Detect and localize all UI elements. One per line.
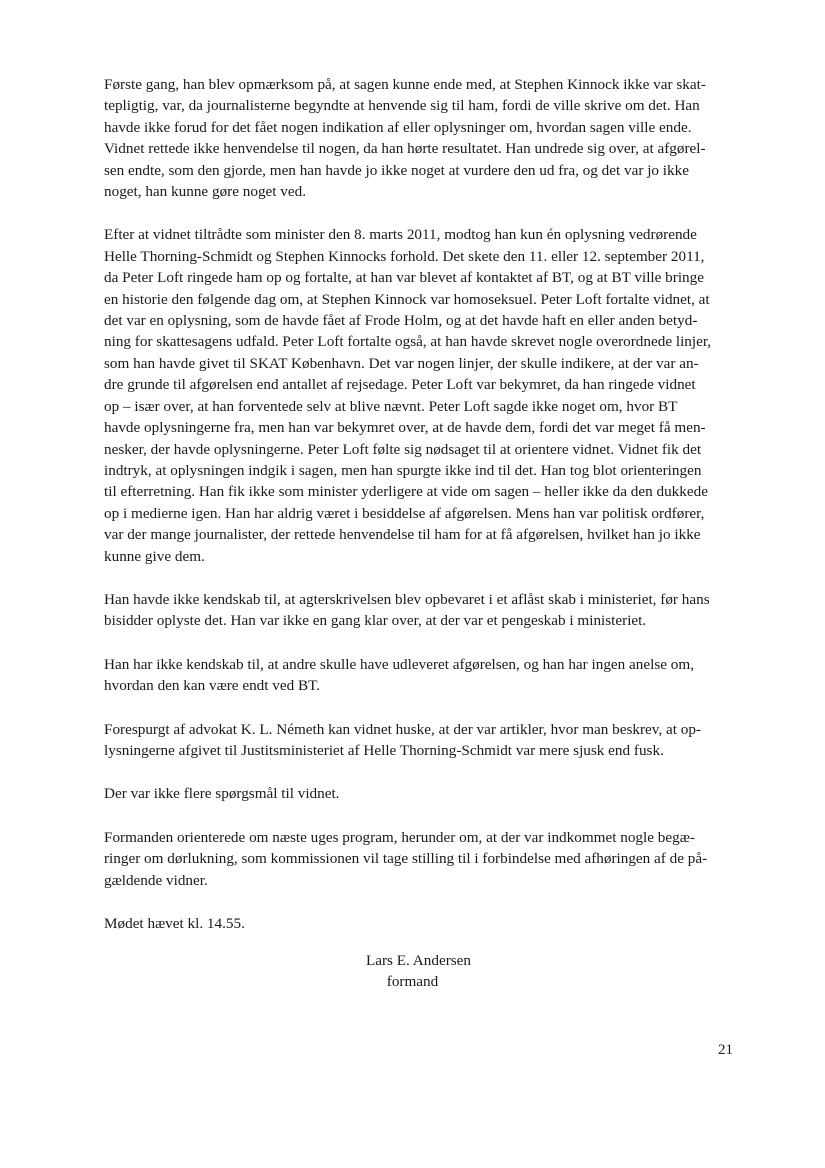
paragraph-1	[104, 74, 729, 202]
text-line: op – især over, at han forventede selv at blive nævnt. Peter Loft sagde ikke noget om, hvor BT	[104, 397, 678, 415]
text-line: havde oplysningerne fra, men han var bekymret over, at de havde dem, fordi det var meget få men-	[104, 419, 706, 437]
text-line: sen endte, som den gjorde, men han havde jo ikke noget at vurdere den ud fra, og det var jo ikke	[104, 161, 689, 179]
paragraph-4	[104, 654, 729, 697]
text-line: Formanden orienterede om næste uges program, herunder om, at der var indkommet nogle begæ-	[104, 828, 695, 846]
text-line: ning for skattesagens udfald. Peter Loft fortalte også, at han havde skrevet nogle overordnede linjer,	[104, 333, 712, 351]
text-line: noget, han kunne gøre noget ved.	[104, 183, 307, 201]
text-line: som han havde givet til SKAT København. Det var nogen linjer, der skulle indikere, at der var an-	[104, 354, 699, 372]
text-line: havde ikke forud for det fået nogen indikation af eller oplysninger om, hvordan sagen ville ende.	[104, 118, 692, 136]
text-line: var der mange journalister, der rettede henvendelse til ham for at få afgørelsen, hvilket han jo ikke	[104, 526, 701, 544]
page-number: 21	[718, 1042, 733, 1058]
text-line: Mødet hævet kl. 14.55.	[104, 915, 245, 932]
text-line: ringer om dørlukning, som kommissionen vil tage stilling til i forbindelse med afhøringen af de på-	[104, 850, 708, 868]
signatory-title: formand	[386, 973, 439, 991]
text-line: Der var ikke flere spørgsmål til vidnet.	[104, 785, 340, 803]
text-line: kunne give dem.	[104, 547, 205, 565]
text-line: gældende vidner.	[104, 871, 208, 889]
paragraph-2	[104, 224, 729, 567]
paragraph-3	[104, 589, 729, 632]
text-line: Han havde ikke kendskab til, at agterskrivelsen blev opbevaret i et aflåst skab i ministeriet, før hans	[104, 590, 710, 608]
paragraph-6	[104, 783, 729, 804]
text-line: indtryk, at oplysningen indgik i sagen, men han spurgte ikke ind til det. Han tog blot orienteringen	[104, 461, 702, 479]
text-line: bisidder oplyste det. Han var ikke en gang klar over, at der var et pengeskab i ministeriet.	[104, 612, 647, 630]
text-line: til efterretning. Han fik ikke som minister yderligere at vide om sagen – heller ikke da den dukkede	[104, 483, 708, 501]
signature-block	[0, 950, 825, 993]
text-line: Helle Thorning-Schmidt og Stephen Kinnocks forhold. Det skete den 11. eller 12. september 2011,	[104, 247, 705, 265]
text-line: op i medierne igen. Han har aldrig været i besiddelse af afgørelsen. Mens han var politisk ordfører,	[104, 504, 705, 522]
paragraph-5	[104, 719, 729, 762]
text-line: da Peter Loft ringede ham op og fortalte, at han var blevet af kontaktet af BT, og at BT ville bringe	[104, 269, 704, 287]
document-body	[104, 74, 729, 956]
signatory-name: Lars E. Andersen	[365, 952, 471, 969]
text-line: Han har ikke kendskab til, at andre skulle have udleveret afgørelsen, og han har ingen anelse om,	[104, 655, 694, 673]
text-line: hvordan den kan være endt ved BT.	[104, 677, 321, 695]
text-line: lysningerne afgivet til Justitsministeriet af Helle Thorning-Schmidt var mere sjusk end fusk.	[104, 741, 664, 759]
text-line: Første gang, han blev opmærksom på, at sagen kunne ende med, at Stephen Kinnock ikke var skat-	[104, 76, 706, 93]
text-line: Efter at vidnet tiltrådte som minister den 8. marts 2011, modtog han kun én oplysning vedrørende	[104, 226, 697, 244]
text-line: Vidnet rettede ikke henvendelse til nogen, da han hørte resultatet. Han undrede sig over, at afgørel-	[104, 140, 706, 158]
text-line: det var en oplysning, som de havde fået af Frode Holm, og at det havde haft en eller anden betyd-	[104, 312, 698, 330]
text-line: dre grunde til afgørelsen end antallet af rejsedage. Peter Loft var bekymret, da han ringede vidnet	[104, 376, 696, 394]
text-line: en historie den følgende dag om, at Stephen Kinnock var homoseksuel. Peter Loft fortalte vidnet, at	[104, 290, 710, 308]
paragraph-8	[104, 913, 729, 934]
text-line: tepligtig, var, da journalisterne begyndte at henvende sig til ham, fordi de ville skrive om det. Han	[104, 97, 700, 115]
text-line: nesker, der havde oplysningerne. Peter Loft følte sig nødsaget til at orientere vidnet. Vidnet fik det	[104, 440, 702, 458]
text-line: Forespurgt af advokat K. L. Németh kan vidnet huske, at der var artikler, hvor man beskrev, at op-	[104, 720, 702, 738]
paragraph-7	[104, 827, 729, 891]
